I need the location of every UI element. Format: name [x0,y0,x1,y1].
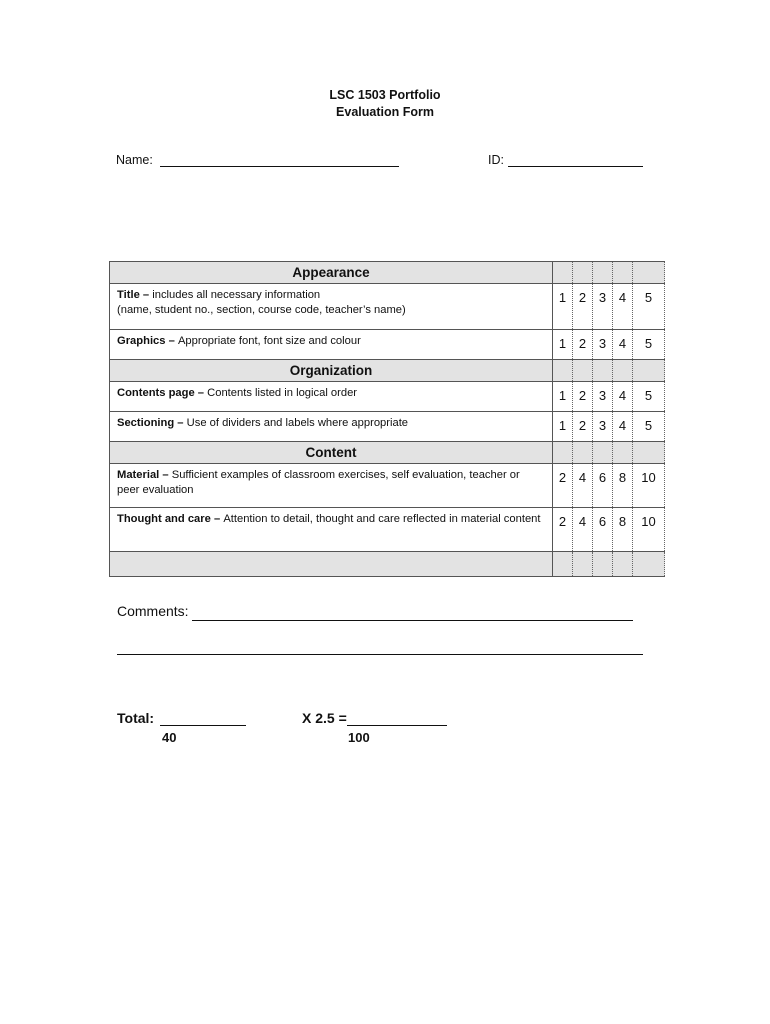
criterion-name: Material [117,469,160,481]
comments-label: Comments: [117,603,189,619]
criterion-description: Contents page – Contents listed in logical order [110,382,553,412]
table-footer-row [110,552,665,577]
score-option[interactable]: 6 [593,508,613,552]
criterion-description: Graphics – Appropriate font, font size and colour [110,330,553,360]
section-header-content [110,442,665,464]
criterion-name: Thought and care [117,513,211,525]
score-option[interactable]: 5 [633,412,665,442]
final-denominator: 100 [348,730,370,745]
score-option[interactable]: 2 [553,508,573,552]
section-heading: Appearance [110,262,553,284]
score-option[interactable]: 3 [593,284,613,330]
name-label: Name: [116,153,153,167]
score-option[interactable]: 5 [633,330,665,360]
score-option[interactable]: 2 [573,412,593,442]
form-subtitle: Evaluation Form [336,105,434,119]
form-title: LSC 1503 Portfolio [329,88,441,102]
criterion-description: Title – includes all necessary information (name, student no., section, course code, teacher’s name) [110,284,553,330]
criterion-description: Material – Sufficient examples of classroom exercises, self evaluation, teacher or peer evaluation [110,464,553,508]
score-option[interactable]: 10 [633,508,665,552]
score-option[interactable]: 3 [593,412,613,442]
score-option[interactable]: 8 [613,508,633,552]
score-option[interactable]: 3 [593,330,613,360]
total-field[interactable] [160,725,246,726]
score-option[interactable]: 6 [593,464,613,508]
score-option[interactable]: 4 [613,382,633,412]
comments-field-line-2[interactable] [117,654,643,655]
score-option[interactable]: 1 [553,382,573,412]
score-option[interactable]: 2 [573,330,593,360]
criterion-description: Sectioning – Use of dividers and labels where appropriate [110,412,553,442]
criterion-description: Thought and care – Attention to detail, thought and care reflected in material content [110,508,553,552]
id-field[interactable] [508,166,643,167]
section-heading: Content [110,442,553,464]
score-option[interactable]: 4 [613,412,633,442]
comments-field-line-1[interactable] [192,620,633,621]
score-option[interactable]: 1 [553,284,573,330]
section-heading: Organization [110,360,553,382]
total-denominator: 40 [162,730,177,745]
score-option[interactable]: 4 [613,330,633,360]
score-option[interactable]: 2 [573,382,593,412]
score-option[interactable]: 10 [633,464,665,508]
final-score-field[interactable] [347,725,447,726]
section-header-appearance [110,262,665,284]
score-option[interactable]: 4 [573,464,593,508]
criterion-name: Sectioning [117,417,175,429]
score-option[interactable]: 3 [593,382,613,412]
score-option[interactable]: 5 [633,284,665,330]
criterion-name: Graphics [117,335,166,347]
criterion-row [110,284,665,330]
id-label: ID: [488,153,504,167]
criterion-name: Contents page [117,387,195,399]
score-option[interactable]: 2 [553,464,573,508]
total-label: Total: [117,710,155,726]
criterion-name: Title [117,289,140,301]
score-option[interactable]: 2 [573,284,593,330]
score-option[interactable]: 1 [553,330,573,360]
score-option[interactable]: 5 [633,382,665,412]
section-header-organization [110,360,665,382]
score-option[interactable]: 4 [573,508,593,552]
criterion-row [110,330,665,360]
criterion-row [110,464,665,508]
criterion-row [110,412,665,442]
score-option[interactable]: 8 [613,464,633,508]
score-option[interactable]: 4 [613,284,633,330]
criterion-row [110,508,665,552]
multiplier-label: X 2.5 = [302,710,347,726]
name-field[interactable] [160,166,399,167]
score-option[interactable]: 1 [553,412,573,442]
criterion-row [110,382,665,412]
evaluation-table [109,261,665,577]
